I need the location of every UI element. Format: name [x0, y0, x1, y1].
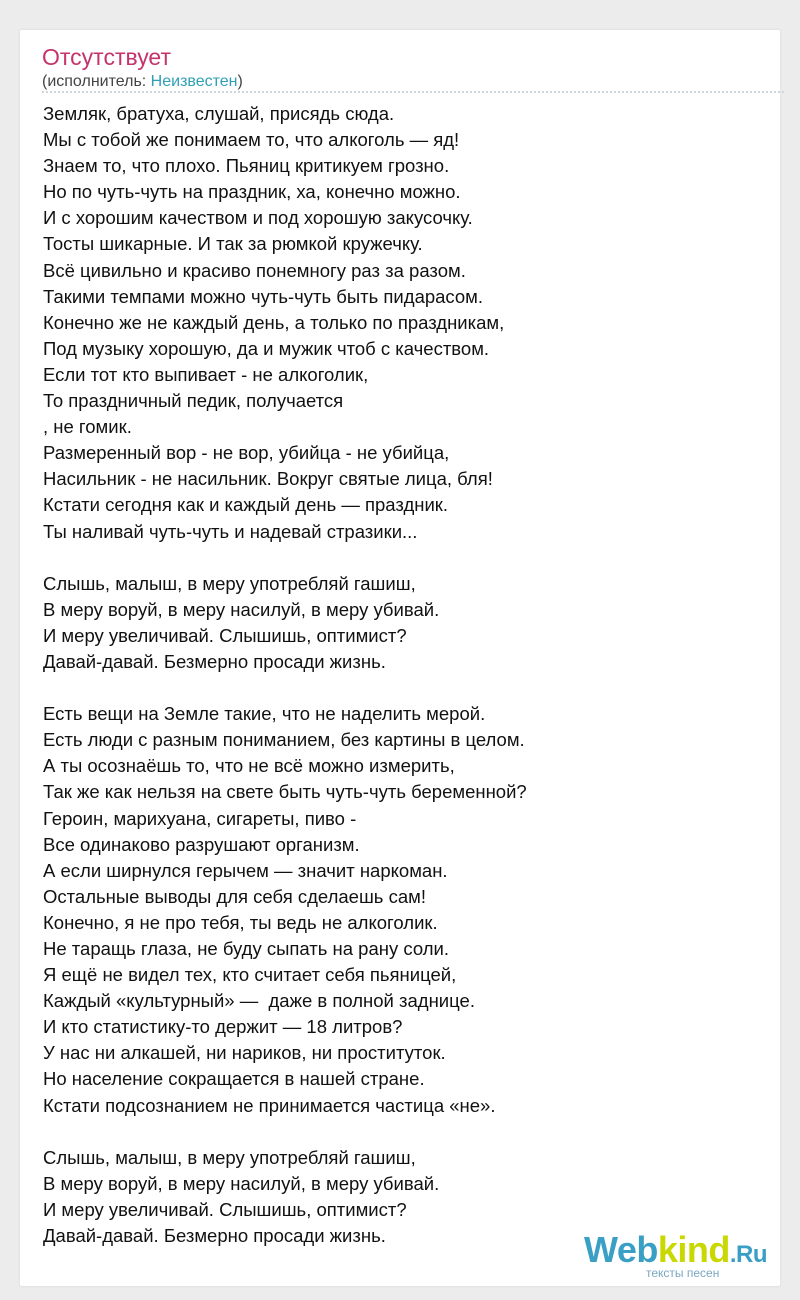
lyric-line: Если тот кто выпивает - не алкоголик, [43, 363, 369, 385]
lyric-line: Не таращь глаза, не буду сыпать на рану соли. [43, 938, 449, 959]
lyric-line: Я ещё не видел тех, кто считает себя пьяницей, [43, 964, 457, 986]
header-divider [42, 91, 784, 93]
lyric-line: Ты наливай чуть-чуть и надевай стразики... [43, 520, 418, 542]
logo-kind: kind [657, 1229, 730, 1270]
lyric-line: Под музыку хорошую, да и мужик чтоб с качеством. [43, 337, 490, 359]
lyric-line: В меру воруй, в меру насилуй, в меру убивай. [43, 598, 440, 620]
lyric-line: Давай-давай. Безмерно просади жизнь. [43, 1225, 386, 1247]
performer-prefix: (исполнитель: [42, 73, 151, 90]
stanza-break [43, 545, 783, 571]
lyrics-text [43, 101, 783, 1249]
lyric-line: Героин, марихуана, сигареты, пиво - [43, 807, 357, 829]
lyric-line: А если ширнулся герычем — значит наркоман. [43, 859, 448, 881]
lyric-line: Всё цивильно и красиво понемногу раз за разом. [43, 259, 466, 281]
lyric-line: Такими темпами можно чуть-чуть быть пидарасом. [43, 285, 484, 307]
lyric-line: Есть люди с разным пониманием, без картины в целом. [43, 729, 525, 751]
webkind-logo[interactable] [584, 1230, 784, 1280]
lyric-line: Знаем то, что плохо. Пьяниц критикуем грозно. [43, 155, 450, 177]
lyric-line: Слышь, малыш, в меру употребляй гашиш, [43, 1146, 416, 1168]
logo-tagline: тексты песен [646, 1266, 720, 1280]
lyric-line: А ты осознаёшь то, что не всё можно измерить, [43, 755, 455, 777]
lyric-line: Слышь, малыш, в меру употребляй гашиш, [43, 572, 416, 594]
performer-link[interactable]: Неизвестен [150, 73, 238, 90]
lyric-line: И с хорошим качеством и под хорошую закусочку. [43, 207, 473, 229]
logo-web: Web [584, 1229, 658, 1270]
lyric-line: Кстати подсознанием не принимается частица «не». [43, 1094, 496, 1116]
lyric-line: И меру увеличивай. Слышишь, оптимист? [43, 1198, 407, 1220]
lyric-line: Кстати сегодня как и каждый день — праздник. [43, 494, 449, 516]
stanza-break [43, 675, 783, 701]
performer-line [42, 72, 243, 92]
song-title: Отсутствует [42, 44, 171, 70]
lyric-line: То праздничный педик, получается [43, 390, 344, 412]
lyric-line: , не гомик. [43, 416, 132, 438]
lyric-line: И кто статистику-то держит — 18 литров? [43, 1016, 403, 1038]
lyric-line: В меру воруй, в меру насилуй, в меру убивай. [43, 1172, 440, 1194]
lyric-line: Конечно же не каждый день, а только по праздникам, [43, 311, 505, 333]
lyric-line: Но население сокращается в нашей стране. [43, 1068, 425, 1090]
logo-tld: .Ru [729, 1241, 768, 1268]
lyric-line: Есть вещи на Земле такие, что не наделить мерой. [43, 703, 486, 725]
lyric-line: Мы с тобой же понимаем то, что алкоголь — яд! [43, 129, 460, 151]
performer-suffix: ) [237, 73, 243, 90]
stanza-break [43, 1119, 783, 1145]
lyric-line: Конечно, я не про тебя, ты ведь не алкоголик. [43, 911, 438, 933]
lyric-line: И меру увеличивай. Слышишь, оптимист? [43, 624, 407, 646]
lyric-line: У нас ни алкашей, ни нариков, ни проституток. [43, 1042, 446, 1064]
lyric-line: Каждый «культурный» — даже в полной заднице. [43, 990, 475, 1012]
lyric-line: Насильник - не насильник. Вокруг святые лица, бля! [43, 468, 493, 490]
lyric-line: Так же как нельзя на свете быть чуть-чуть беременной? [43, 781, 527, 803]
lyric-line: Давай-давай. Безмерно просади жизнь. [43, 650, 386, 672]
lyric-line: Земляк, братуха, слушай, присядь сюда. [43, 103, 395, 124]
lyric-line: Размеренный вор - не вор, убийца - не убийца, [43, 442, 450, 464]
lyric-line: Но по чуть-чуть на праздник, ха, конечно можно. [43, 181, 461, 203]
lyric-line: Все одинаково разрушают организм. [43, 833, 360, 855]
lyric-line: Остальные выводы для себя сделаешь сам! [43, 885, 426, 907]
lyric-line: Тосты шикарные. И так за рюмкой кружечку. [43, 233, 423, 255]
